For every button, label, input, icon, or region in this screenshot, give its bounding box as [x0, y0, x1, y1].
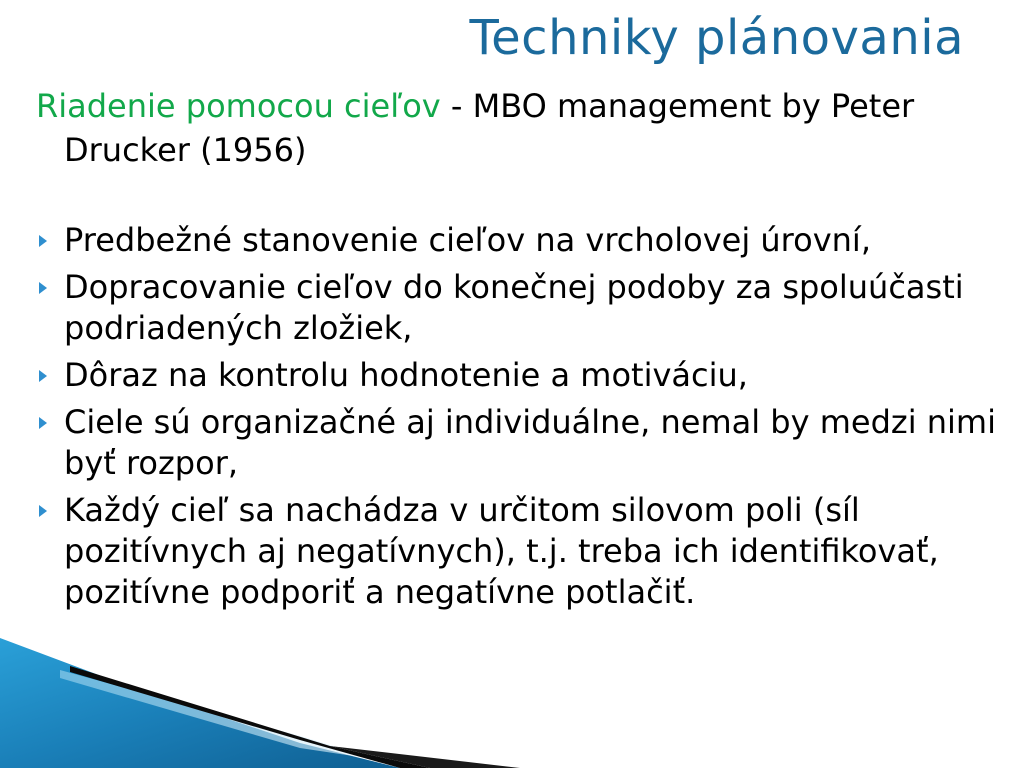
triangle-bullet-icon [39, 235, 47, 247]
intro-rest-text: - MBO management by Peter Drucker (1956) [64, 87, 915, 169]
slide-title: Techniky plánovania [469, 10, 964, 66]
bullet-text: Dopracovanie cieľov do konečnej podoby za spoluúčasti podriadených zložiek, [64, 268, 964, 347]
bullet-item [36, 402, 1008, 484]
bullet-text: Predbežné stanovenie cieľov na vrcholovej úrovní, [64, 221, 871, 259]
intro-paragraph [36, 84, 1024, 172]
triangle-bullet-icon [39, 505, 47, 517]
bullet-text: Dôraz na kontrolu hodnotenie a motiváciu, [64, 356, 748, 394]
corner-swoosh-decoration [0, 638, 520, 768]
intro-accent-text: Riadenie pomocou cieľov [36, 87, 441, 125]
triangle-bullet-icon [39, 417, 47, 429]
triangle-bullet-icon [39, 370, 47, 382]
bullet-item [36, 220, 1008, 261]
bullet-list [36, 220, 1008, 619]
bullet-item [36, 490, 1008, 613]
bullet-text: Každý cieľ sa nachádza v určitom silovom poli (síl pozitívnych aj negatívnych), t.j. treba ich identifikovať, pozitívne podporiť a negatívne potlačiť. [64, 491, 939, 611]
triangle-bullet-icon [39, 282, 47, 294]
bullet-item [36, 355, 1008, 396]
bullet-item [36, 267, 1008, 349]
bullet-text: Ciele sú organizačné aj individuálne, nemal by medzi nimi byť rozpor, [64, 403, 996, 482]
